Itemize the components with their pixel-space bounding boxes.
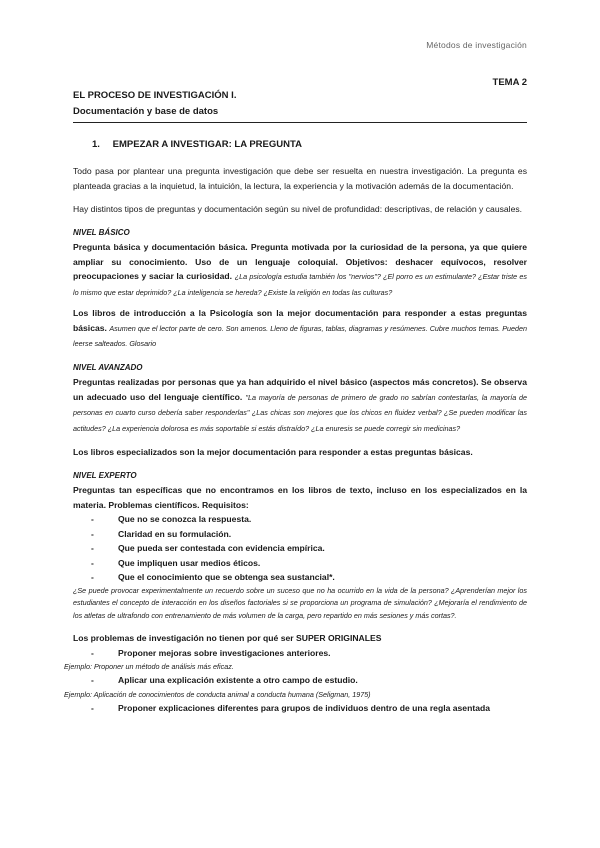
expert-examples: ¿Se puede provocar experimentalmente un recuerdo sobre un suceso que no ha ocurrido en la vida de la persona? ¿Aprenderían mejor los estudiantes el concepto de interacción en los diseños factoriales si se proporciona un programa de simulación? ¿Mejoraría el rendimiento de los atletas de ultrafondo con entrenamiento de más volumen de la carga, pero repartido en más sesiones y más cortas?. <box>73 585 527 620</box>
document-title <box>73 88 527 123</box>
level-advanced-text: Preguntas realizadas por personas que ya han adquirido el nivel básico (aspectos más concretos). Se observa un adecuado uso del lenguaje científico. <box>73 377 527 402</box>
basic-books-note: Asumen que el lector parte de cero. Son amenos. Lleno de figuras, tablas, diagramas y resúmenes. Cubre muchos temas. Pueden leerse salteados. Glosario <box>73 323 528 348</box>
level-basic-examples: ¿La psicología estudia también los "nervios"? ¿El porro es un estimulante? ¿Estar triste es lo mismo que estar deprimido? ¿La inteligencia se hereda? ¿Existe la religión en todas las culturas? <box>73 272 527 297</box>
originales-example-1: Ejemplo: Proponer un método de análisis más eficaz. <box>64 662 234 671</box>
list-item: - Proponer explicaciones diferentes para grupos de individuos dentro de una regla asentada <box>91 701 527 716</box>
originales-intro: Los problemas de investigación no tienen por qué ser SUPER ORIGINALES <box>73 633 382 643</box>
level-basic-paragraph <box>73 240 527 300</box>
list-item: - Que el conocimiento que se obtenga sea sustancial*. <box>91 570 527 585</box>
section-heading <box>92 139 302 150</box>
advanced-books-text: Los libros especializados son la mejor documentación para responder a estas preguntas básicas. <box>73 447 473 457</box>
list-item: - Que impliquen usar medios éticos. <box>91 556 527 571</box>
level-basic-heading: NIVEL BÁSICO <box>73 227 130 237</box>
title-line-2: Documentación y base de datos <box>73 106 219 117</box>
section-number: 1. <box>92 139 100 150</box>
title-line-1: EL PROCESO DE INVESTIGACIÓN I. <box>73 90 237 101</box>
requirements-list <box>73 512 527 585</box>
list-item: - Que pueda ser contestada con evidencia empírica. <box>91 541 527 556</box>
tema-label: TEMA 2 <box>492 77 527 88</box>
level-expert-text: Preguntas tan específicas que no encontramos en los libros de texto, incluso en los especializados en la materia. Problemas científicos. Requisitos: <box>73 485 527 510</box>
document-body <box>64 164 528 715</box>
intro-paragraph-1: Todo pasa por plantear una pregunta investigación que debe ser resuelta en nuestra investigación. La pregunta es planteada gracias a la inquietud, la intuición, la lectura, la experiencia y la motivación además de la documentación. <box>73 166 527 191</box>
originales-list <box>73 646 527 661</box>
list-item: - Claridad en su formulación. <box>91 527 527 542</box>
basic-books-text: Los libros de introducción a la Psicología son la mejor documentación para responder a estas preguntas básicas. <box>73 308 527 333</box>
level-expert-heading: NIVEL EXPERTO <box>73 470 137 480</box>
expert-examples-block <box>73 585 527 623</box>
list-item: - Proponer mejoras sobre investigaciones anteriores. <box>91 646 527 661</box>
originales-list-2 <box>73 673 527 688</box>
level-advanced-paragraph <box>73 375 527 436</box>
originales-list-3 <box>73 701 527 716</box>
list-item: - Que no se conozca la respuesta. <box>91 512 527 527</box>
running-header: Métodos de investigación <box>426 40 527 50</box>
basic-books-paragraph <box>73 306 527 352</box>
originales-example-2: Ejemplo: Aplicación de conocimientos de conducta animal a conducta humana (Seligman, 1975) <box>64 689 371 699</box>
intro-paragraph-2: Hay distintos tipos de preguntas y documentación según su nivel de profundidad: descriptivas, de relación y causales. <box>73 204 523 214</box>
list-item: - Aplicar una explicación existente a otro campo de estudio. <box>91 673 527 688</box>
level-basic-text: Pregunta básica y documentación básica. Pregunta motivada por la curiosidad de la persona, ya que quiere ampliar su conocimiento. Uso de un lenguaje coloquial. Objetivos: deshacer equívocos, resolver preocupaciones y saciar la curiosidad. <box>73 242 527 281</box>
section-title: EMPEZAR A INVESTIGAR: LA PREGUNTA <box>112 139 302 150</box>
level-advanced-examples: "La mayoría de personas de primero de grado no sabrían contestarlas, la mayoría de personas en cuarto curso debería saber responderlas" ¿Las chicas son mejores que los chicos en fluidez verbal? ¿Se pueden modificar las actitudes? ¿La experiencia dolorosa es más soportable si estás distraído? ¿La enuresis se puede corregir sin medicinas? <box>73 392 527 433</box>
level-advanced-heading: NIVEL AVANZADO <box>73 362 143 372</box>
